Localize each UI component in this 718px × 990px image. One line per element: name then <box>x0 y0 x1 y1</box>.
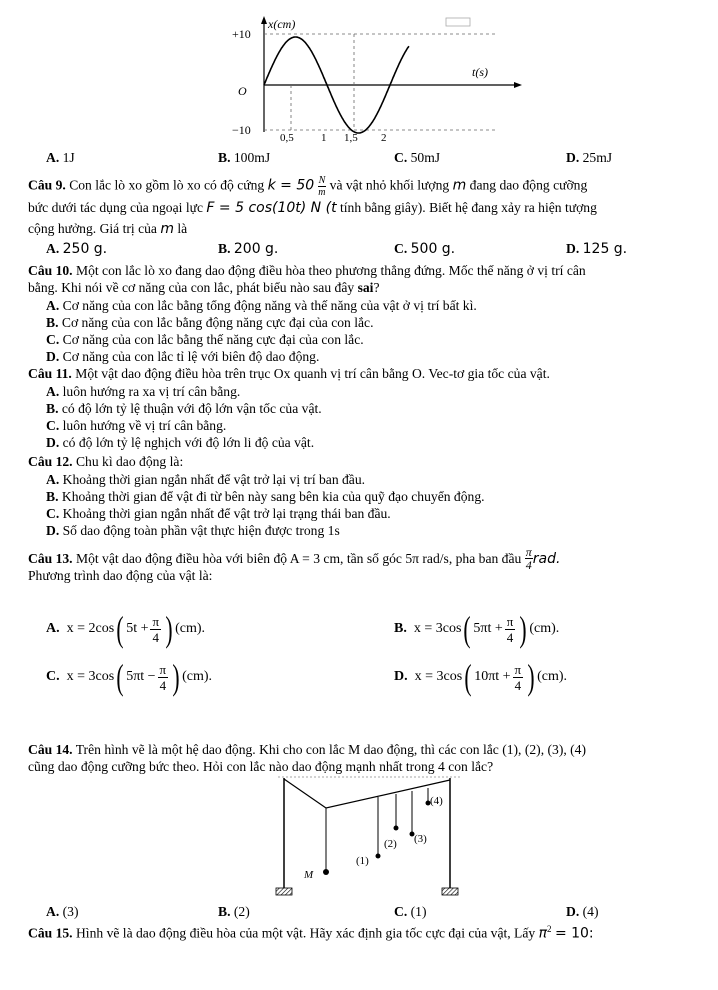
q11-option-a[interactable]: A. luôn hướng ra xa vị trí cân bằng. <box>46 384 241 399</box>
y-axis-label: x(cm) <box>268 17 296 31</box>
q12-option-c[interactable]: C. Khoảng thời gian ngắn nhất để vật trở lại trạng thái ban đầu. <box>46 506 391 521</box>
q12-option-d[interactable]: D. Số dao động toàn phần vật thực hiện được trong 1s <box>46 523 340 538</box>
q14-option-d[interactable]: D. (4) <box>566 904 599 919</box>
label-m: M <box>304 869 314 881</box>
label-3: (3) <box>414 833 427 845</box>
q10-line2: bằng. Khi nói về cơ năng của con lắc, phát biểu nào sau đây sai? <box>28 280 380 295</box>
q9-option-a[interactable]: A. 250 g. <box>46 241 108 257</box>
q15-stem: Câu 15. Hình vẽ là dao động điều hòa của một vật. Hãy xác định gia tốc cực đại của vật, Lấy $\pi^2 = 10$: <box>28 924 594 942</box>
q10-option-c[interactable]: C. Cơ năng của con lắc bằng thế năng cực đại của con lắc. <box>46 332 364 347</box>
q8-option-a[interactable]: A. 1J <box>46 150 75 165</box>
q13-option-a[interactable]: A. x = 2cos ( 5t + $\frac{\pi}{4}$ ) (cm). <box>46 609 205 649</box>
q11-option-b[interactable]: B. có độ lớn tỷ lệ thuận với độ lớn vận tốc của vật. <box>46 401 322 416</box>
q12-option-a[interactable]: A. Khoảng thời gian ngắn nhất để vật trở lại vị trí ban đầu. <box>46 472 366 487</box>
q11-stem: Câu 11. Một vật dao động điều hòa trên trục Ox quanh vị trí cân bằng O. Vec-tơ gia tốc của vật. <box>28 366 550 381</box>
pendulum-m <box>323 869 329 875</box>
q11-option-c[interactable]: C. luôn hướng về vị trí cân bằng. <box>46 418 227 433</box>
q10-option-a[interactable]: A. Cơ năng của con lắc bằng tổng động năng và thế năng của vật ở vị trí bất kì. <box>46 298 477 313</box>
y-tick-bottom: −10 <box>232 123 251 137</box>
label-2: (2) <box>384 838 397 850</box>
q13-option-c[interactable]: C. x = 3cos ( 5πt − $\frac{\pi}{4}$ ) (cm). <box>46 657 213 697</box>
q11-option-d[interactable]: D. có độ lớn tỷ lệ nghịch với độ lớn li độ của vật. <box>46 435 315 450</box>
t-tick: 1,5 <box>344 132 358 144</box>
q14-option-a[interactable]: A. (3) <box>46 904 79 919</box>
oscillation-graph <box>228 14 528 146</box>
q9-line1: Câu 9. Con lắc lò xo gồm lò xo có độ cứng k = 50 $\frac{N}{m}$ và vật nhỏ khối lượng m đang dao động cưỡng <box>28 175 588 198</box>
q9-option-b[interactable]: B. 200 g. <box>218 241 279 257</box>
q13-option-b[interactable]: B. x = 3cos ( 5πt + $\frac{\pi}{4}$ ) (cm). <box>394 609 560 649</box>
label-1: (1) <box>356 855 369 867</box>
pendulum-system-diagram <box>270 774 470 902</box>
q13-line1: Câu 13. Một vật dao động điều hòa với biên độ A = 3 cm, tần số góc 5π rad/s, pha ban đầu $\frac{\pi}{4}$ rad. <box>28 545 561 572</box>
q10-option-b[interactable]: B. Cơ năng của con lắc bằng động năng cực đại của con lắc. <box>46 315 374 330</box>
y-tick-top: +10 <box>232 27 251 41</box>
q9-line3: cộng hưởng. Giá trị của m là <box>28 221 188 237</box>
q9-line2: bức dưới tác dụng của ngoại lực F = 5 cos(10t) N (t tính bằng giây). Biết hệ đang xảy ra hiện tượng <box>28 200 597 216</box>
pendulum-2 <box>394 826 399 831</box>
q14-option-b[interactable]: B. (2) <box>218 904 250 919</box>
q14-line1: Câu 14. Trên hình vẽ là một hệ dao động. Khi cho con lắc M dao động, thì các con lắc (1), (2), (3), (4) <box>28 742 586 757</box>
q12-option-b[interactable]: B. Khoảng thời gian để vật đi từ bên này sang bên kia của quỹ đạo chuyển động. <box>46 489 485 504</box>
pendulum-1 <box>376 854 381 859</box>
t-tick: 2 <box>381 132 387 144</box>
t-axis-label: t(s) <box>472 65 488 79</box>
label-4: (4) <box>430 795 443 807</box>
q9-option-d[interactable]: D. 125 g. <box>566 241 628 257</box>
y-tick-zero: O <box>238 84 247 98</box>
q8-option-d[interactable]: D. 25mJ <box>566 150 613 165</box>
q12-stem: Câu 12. Chu kì dao động là: <box>28 454 184 469</box>
q8-option-c[interactable]: C. 50mJ <box>394 150 441 165</box>
q13-line2: Phương trình dao động của vật là: <box>28 568 213 583</box>
q9-option-c[interactable]: C. 500 g. <box>394 241 456 257</box>
t-tick: 0,5 <box>280 132 294 144</box>
q14-option-c[interactable]: C. (1) <box>394 904 427 919</box>
t-tick: 1 <box>321 132 327 144</box>
q13-option-d[interactable]: D. x = 3cos ( 10πt + $\frac{\pi}{4}$ ) (cm). <box>394 657 568 697</box>
q10-option-d[interactable]: D. Cơ năng của con lắc tỉ lệ với biên độ dao động. <box>46 349 320 364</box>
q14-line2: cũng dao động cưỡng bức theo. Hỏi con lắc nào dao động mạnh nhất trong 4 con lắc? <box>28 759 494 774</box>
q10-line1: Câu 10. Một con lắc lò xo đang dao động điều hòa theo phương thẳng đứng. Mốc thế năng ở vị trí cân <box>28 263 586 278</box>
q8-option-b[interactable]: B. 100mJ <box>218 150 271 165</box>
